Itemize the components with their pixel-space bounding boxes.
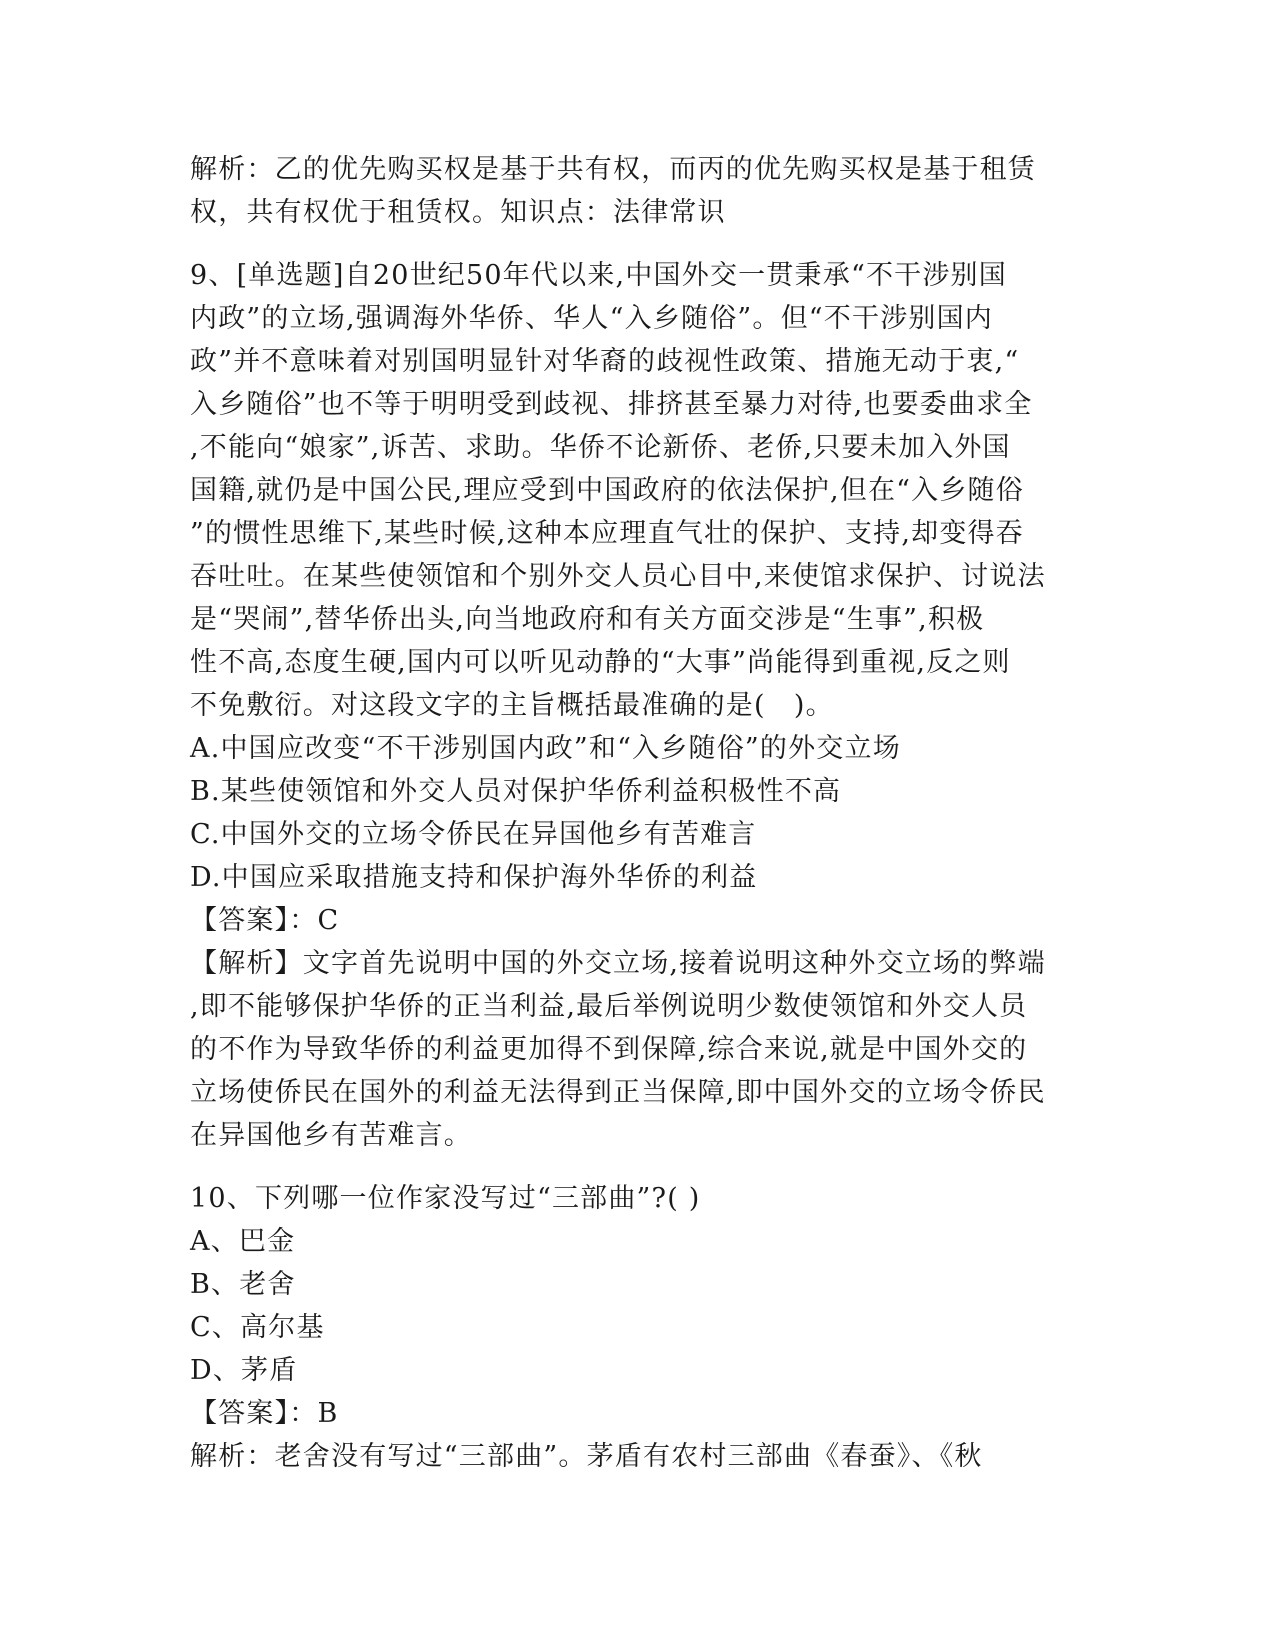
- option-b: B.某些使领馆和外交人员对保护华侨利益积极性不高: [190, 776, 842, 807]
- question-9-options: [190, 727, 1090, 899]
- stem-line: 政”并不意味着对别国明显针对华裔的歧视性政策、措施无动于衷,“: [190, 346, 1020, 377]
- stem-line: 国籍,就仍是中国公民,理应受到中国政府的依法保护,但在“入乡随俗: [190, 475, 1024, 506]
- question-9: [190, 254, 1090, 1157]
- question-9-answer: 【答案】：C: [190, 905, 340, 936]
- stem-line: ,不能向“娘家”,诉苦、求助。华侨不论新侨、老侨,只要未加入外国: [190, 432, 1011, 463]
- question-10-explanation: 解析：老舍没有写过“三部曲”。茅盾有农村三部曲《春蚕》、《秋: [190, 1441, 983, 1472]
- question-10: [190, 1177, 1090, 1478]
- stem-line: ”的惯性思维下,某些时候,这种本应理直气壮的保护、支持,却变得吞: [190, 518, 1024, 549]
- option-a: A、巴金: [190, 1226, 296, 1257]
- option-a: A.中国应改变“不干涉别国内政”和“入乡随俗”的外交立场: [190, 733, 901, 764]
- explanation-line: ,即不能够保护华侨的正当利益,最后举例说明少数使领馆和外交人员: [190, 991, 1028, 1022]
- question-10-stem: 10、下列哪一位作家没写过“三部曲”?( ): [190, 1183, 701, 1214]
- stem-line: 性不高,态度生硬,国内可以听见动静的“大事”尚能得到重视,反之则: [190, 647, 1011, 678]
- stem-line: 不免敷衍。对这段文字的主旨概括最准确的是( )。: [190, 690, 834, 721]
- stem-line: 吞吐吐。在某些使领馆和个别外交人员心目中,来使馆求保护、讨说法: [190, 561, 1046, 592]
- explanation-line: 的不作为导致华侨的利益更加得不到保障,综合来说,就是中国外交的: [190, 1034, 1028, 1065]
- explanation-line: 权，共有权优于租赁权。知识点：法律常识: [190, 197, 726, 228]
- explanation-line: 【解析】文字首先说明中国的外交立场,接着说明这种外交立场的弊端: [190, 948, 1046, 979]
- question-9-stem: [190, 254, 1090, 727]
- stem-line: 入乡随俗”也不等于明明受到歧视、排挤甚至暴力对待,也要委曲求全: [190, 389, 1033, 420]
- option-c: C.中国外交的立场令侨民在异国他乡有苦难言: [190, 819, 757, 850]
- explanation-line: 立场使侨民在国外的利益无法得到正当保障,即中国外交的立场令侨民: [190, 1077, 1046, 1108]
- explanation-line: 在异国他乡有苦难言。: [190, 1120, 472, 1151]
- document-page: [190, 148, 1090, 1478]
- stem-line: 9、[单选题]自20世纪50年代以来,中国外交一贯秉承“不干涉别国: [190, 260, 1007, 291]
- option-c: C、高尔基: [190, 1312, 325, 1343]
- stem-line: 内政”的立场,强调海外华侨、华人“入乡随俗”。但“不干涉别国内: [190, 303, 993, 334]
- question-9-explanation: [190, 942, 1090, 1157]
- stem-line: 是“哭闹”,替华侨出头,向当地政府和有关方面交涉是“生事”,积极: [190, 604, 985, 635]
- option-b: B、老舍: [190, 1269, 296, 1300]
- option-d: D、茅盾: [190, 1355, 298, 1386]
- question-10-options: [190, 1220, 1090, 1392]
- option-d: D.中国应采取措施支持和保护海外华侨的利益: [190, 862, 758, 893]
- explanation-line: 解析：乙的优先购买权是基于共有权，而丙的优先购买权是基于租赁: [190, 154, 1036, 185]
- question-10-answer: 【答案】：B: [190, 1398, 339, 1429]
- previous-explanation: [190, 148, 1090, 234]
